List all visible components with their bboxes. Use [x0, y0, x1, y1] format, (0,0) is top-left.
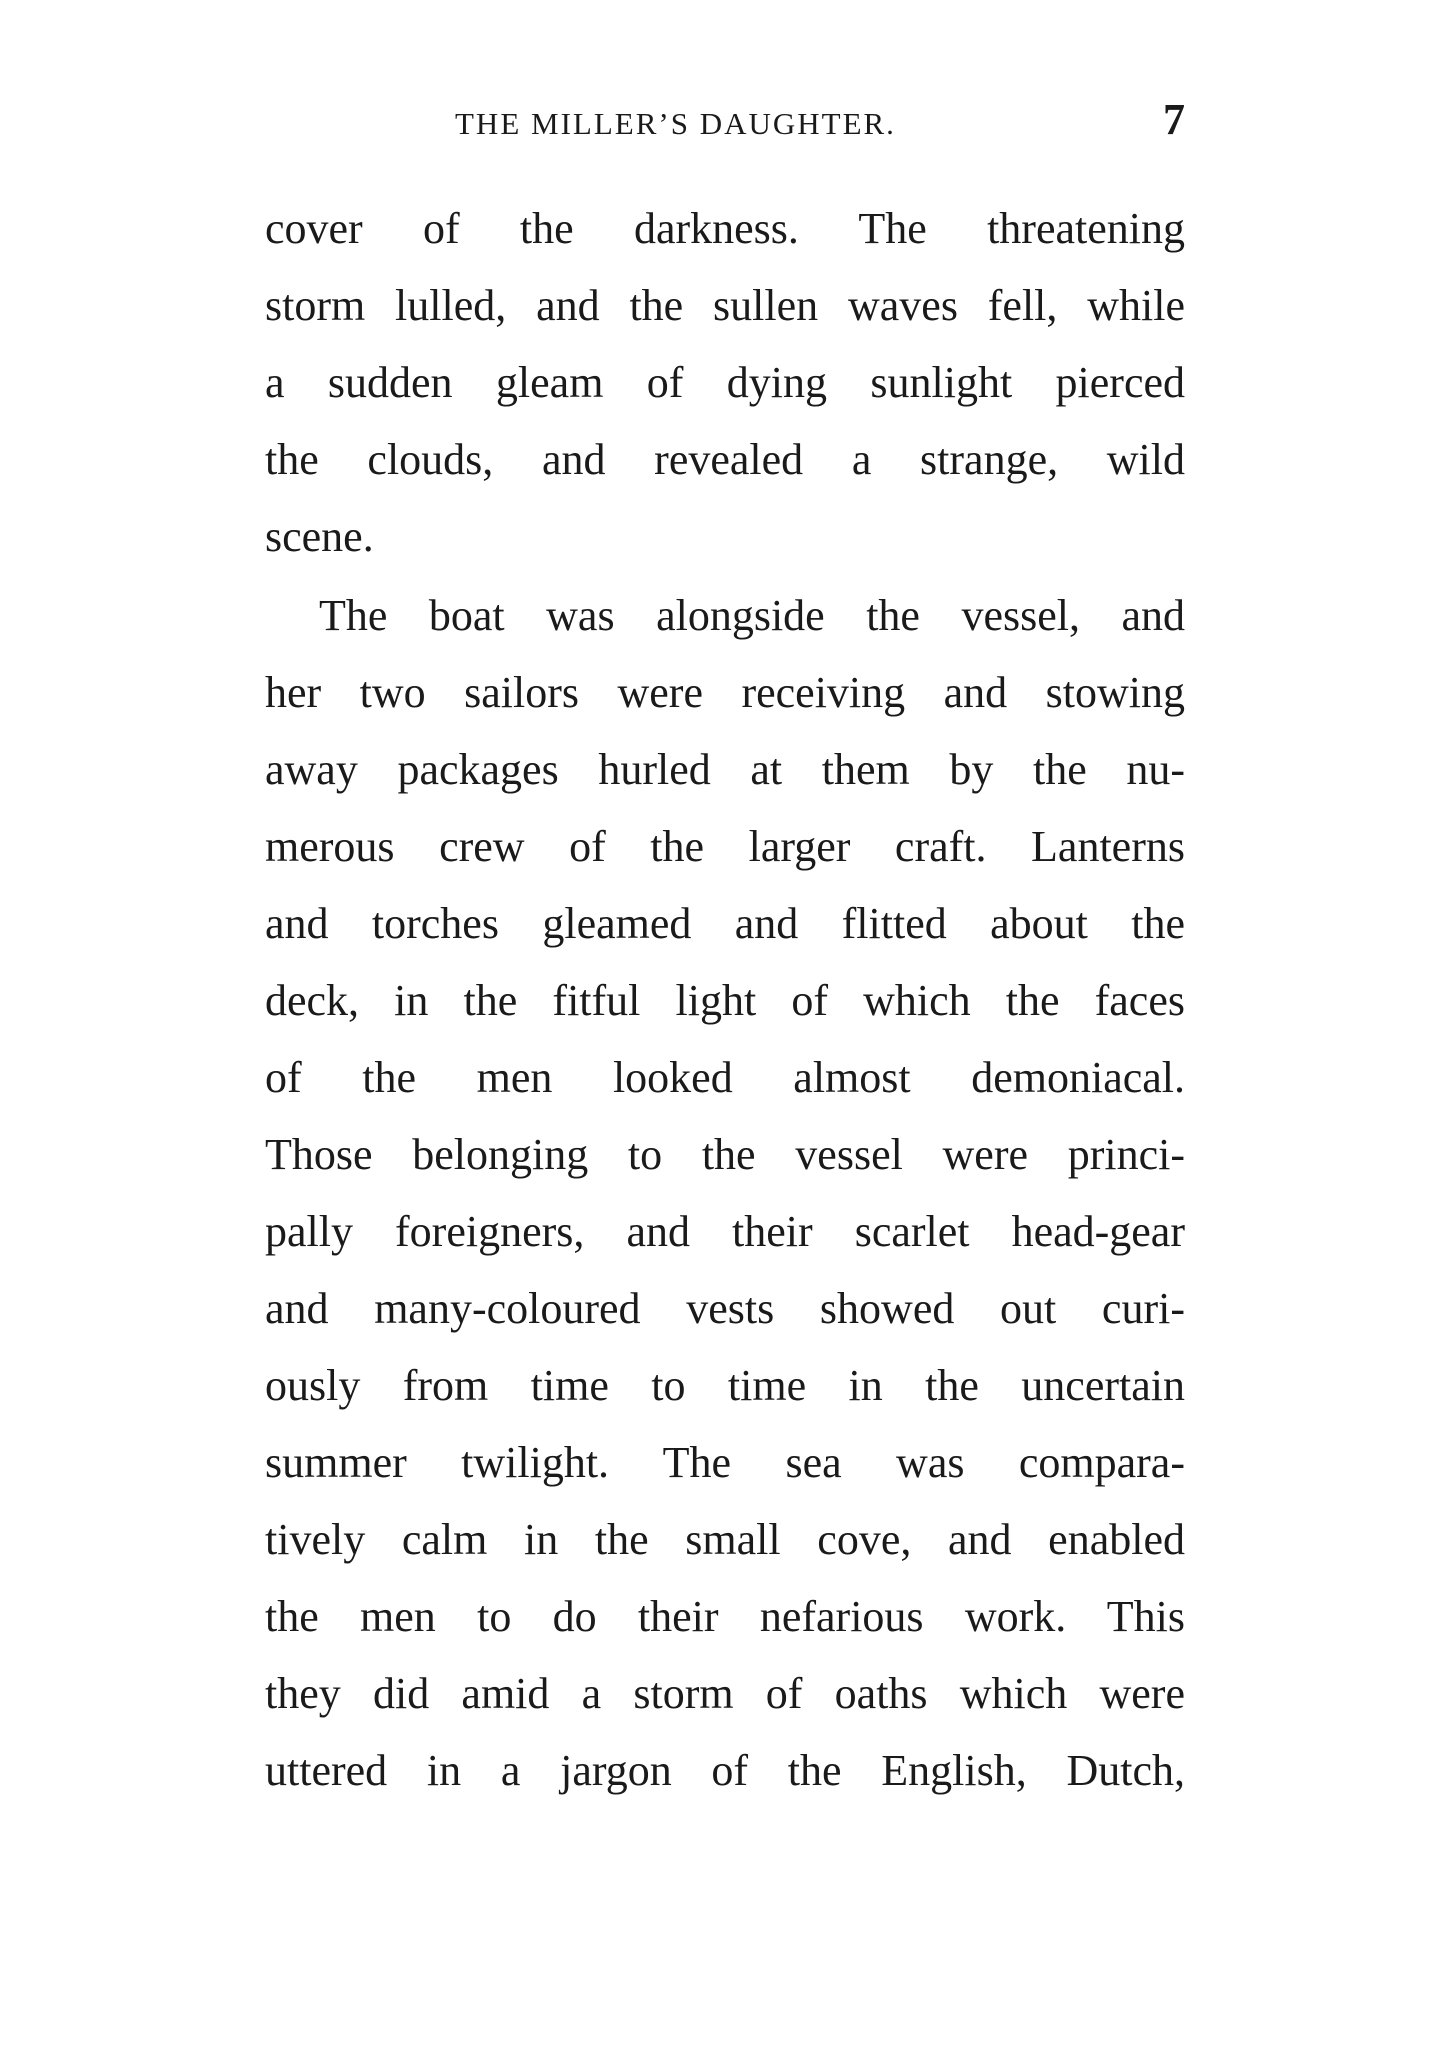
text-line: merous crew of the larger craft. Lanterns — [265, 822, 1185, 871]
body-text — [265, 190, 1185, 1809]
text-line: storm lulled, and the sullen waves fell, while — [265, 281, 1185, 330]
running-head — [265, 95, 1185, 158]
text-line: away packages hurled at them by the nu- — [265, 745, 1185, 794]
text-line: Those belonging to the vessel were princi- — [265, 1130, 1185, 1179]
text-line: scene. — [265, 512, 374, 561]
text-line: of the men looked almost demoniacal. — [265, 1053, 1185, 1102]
text-line: summer twilight. The sea was compara- — [265, 1438, 1185, 1487]
text-line: uttered in a jargon of the English, Dutch, — [265, 1746, 1185, 1795]
page-number: 7 — [1163, 95, 1185, 144]
text-line: the men to do their nefarious work. This — [265, 1592, 1185, 1641]
text-line: and many-coloured vests showed out curi- — [265, 1284, 1185, 1333]
text-line: tively calm in the small cove, and enabled — [265, 1515, 1185, 1564]
text-line: and torches gleamed and flitted about the — [265, 899, 1185, 948]
text-line: The boat was alongside the vessel, and — [319, 591, 1185, 640]
text-line: her two sailors were receiving and stowing — [265, 668, 1185, 717]
text-line: deck, in the fitful light of which the faces — [265, 976, 1185, 1025]
text-line: cover of the darkness. The threatening — [265, 204, 1185, 253]
paragraph-2 — [265, 577, 1185, 1809]
text-line: the clouds, and revealed a strange, wild — [265, 435, 1185, 484]
paragraph-1 — [265, 190, 1185, 575]
text-line: pally foreigners, and their scarlet head-gear — [265, 1207, 1185, 1256]
text-line: a sudden gleam of dying sunlight pierced — [265, 358, 1185, 407]
running-title: THE MILLER’S DAUGHTER. — [455, 106, 896, 141]
text-line: they did amid a storm of oaths which were — [265, 1669, 1185, 1718]
text-line: ously from time to time in the uncertain — [265, 1361, 1185, 1410]
